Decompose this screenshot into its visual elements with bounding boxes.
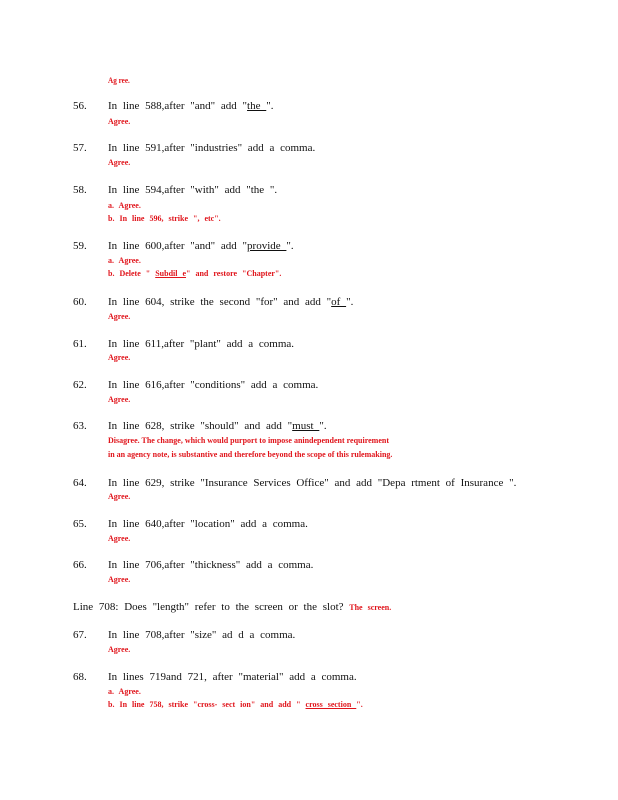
item-text: In line 594,after "with" add "the ".: [108, 184, 278, 196]
item-text: In line 600,after "and" add "provide ".: [108, 240, 294, 252]
item-note: Agree.: [108, 312, 131, 321]
item-note: Agree.: [108, 645, 131, 654]
item-text: In line 706,after "thickness" add a comma.: [108, 559, 314, 571]
item-note: Agree.: [108, 395, 131, 404]
item-text: In line 611,after "plant" add a comma.: [108, 338, 295, 350]
item-note: a. Agree.: [108, 201, 141, 210]
item-number: 57.: [73, 142, 87, 154]
item-note: in an agency note, is substantive and therefore beyond the scope of this rulemaking.: [108, 450, 393, 459]
item-note: Agree.: [108, 117, 131, 126]
item-text: In lines 719and 721, after "material" add a comma.: [108, 671, 357, 683]
item-note: Agree.: [108, 534, 131, 543]
item-text: In line 708,after "size" ad d a comma.: [108, 629, 296, 641]
item-number: 64.: [73, 477, 87, 489]
item-text: In line 640,after "location" add a comma.: [108, 518, 308, 530]
item-number: 66.: [73, 559, 87, 571]
item-text: In line 604, strike the second "for" and add "of ".: [108, 296, 354, 308]
item-number: 60.: [73, 296, 87, 308]
line708-question: Line 708: Does "length" refer to the screen or the slot? The screen.: [73, 601, 392, 613]
item-number: 63.: [73, 420, 87, 432]
item-note: a. Agree.: [108, 256, 141, 265]
item-number: 61.: [73, 338, 87, 350]
item-note: b. In line 596, strike ", etc".: [108, 214, 221, 223]
item-text: In line 591,after "industries" add a comma.: [108, 142, 316, 154]
item-text: In line 616,after "conditions" add a comma.: [108, 379, 319, 391]
item-note: Agree.: [108, 158, 131, 167]
item-note: Disagree. The change, which would purport to impose anindependent requirement: [108, 436, 389, 445]
top-note: Ag ree.: [108, 76, 130, 85]
item-note: b. Delete " Subdil e" and restore "Chapter".: [108, 269, 282, 278]
item-note: Agree.: [108, 353, 131, 362]
item-note: a. Agree.: [108, 687, 141, 696]
item-number: 65.: [73, 518, 87, 530]
item-number: 58.: [73, 184, 87, 196]
item-number: 67.: [73, 629, 87, 641]
item-text: In line 628, strike "should" and add "must ".: [108, 420, 327, 432]
item-number: 62.: [73, 379, 87, 391]
item-number: 56.: [73, 100, 87, 112]
item-note: b. In line 758, strike "cross- sect ion" and add " cross section ".: [108, 700, 363, 709]
item-number: 59.: [73, 240, 87, 252]
item-note: Agree.: [108, 492, 131, 501]
item-text: In line 588,after "and" add "the ".: [108, 100, 274, 112]
item-number: 68.: [73, 671, 87, 683]
item-note: Agree.: [108, 575, 131, 584]
item-text: In line 629, strike "Insurance Services Office" and add "Depa rtment of Insurance ".: [108, 477, 517, 489]
